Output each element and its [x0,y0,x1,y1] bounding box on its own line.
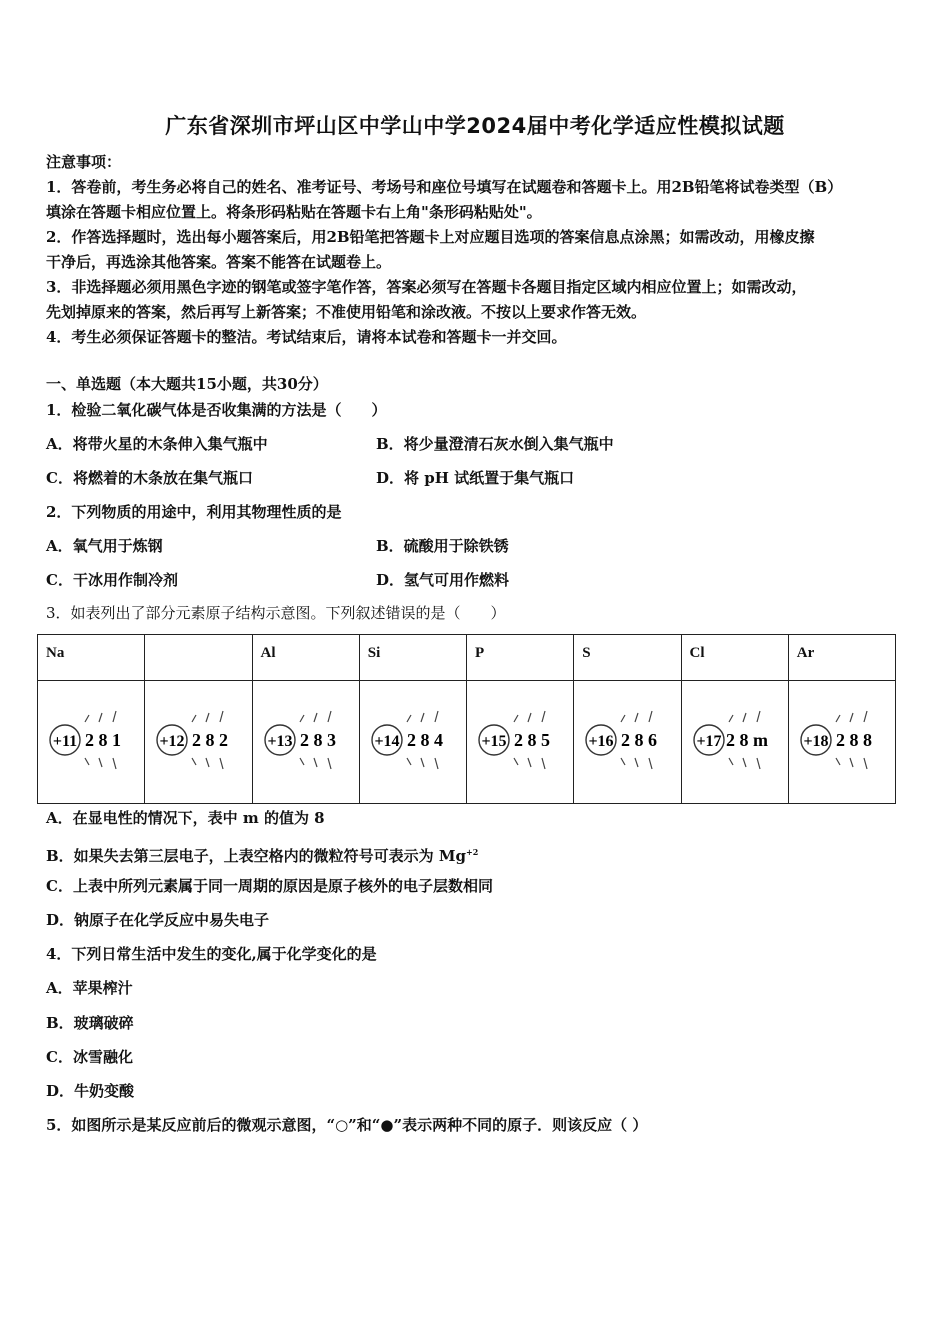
q4-option-a: A．苹果榨汁 [46,979,133,997]
notice-block [46,150,906,350]
element-cell: S [574,635,681,681]
q1-option-a: A．将带火星的木条伸入集气瓶中 [46,435,268,453]
element-cell: Al [252,635,359,681]
page-title: 广东省深圳市坪山区中学山中学2024届中考化学适应性模拟试题 [165,114,785,138]
nucleus-charge: +14 [374,732,400,750]
notice-line: 1．答卷前，考生务必将自己的姓名、准考证号、考场号和座位号填写在试题卷和答题卡上。用2B铅笔将试卷类型（B） [46,178,843,196]
shell-electrons: 2 8 4 [406,729,443,750]
atom-diagram-cell [467,681,574,804]
q1-option-c: C．将燃着的木条放在集气瓶口 [46,469,253,487]
q3-option-b-charge: +2 [466,847,479,857]
notice-line: 填涂在答题卡相应位置上。将条形码粘贴在答题卡右上角"条形码粘贴处"。 [46,203,542,221]
atom-diagram-cell [38,681,145,804]
atomic-structure-table [37,634,896,804]
nucleus-charge: +15 [481,732,507,750]
element-cell: Na [38,635,145,681]
q2-option-a: A．氧气用于炼钢 [46,537,163,555]
shell-electrons: 2 8 2 [192,729,229,750]
atom-diagram [470,695,570,785]
shell-electrons: 2 8 8 [835,729,872,750]
q3-option-a: A．在显电性的情况下，表中 m 的值为 8 [46,809,325,827]
q3-option-b [46,842,478,866]
notice-line: 干净后，再选涂其他答案。答案不能答在试题卷上。 [46,253,392,271]
notice-line: 2．作答选择题时，选出每小题答案后，用2B铅笔把答题卡上对应题目选项的答案信息点涂黑；如需改动，用橡皮擦 [46,228,815,246]
atom-diagram [41,695,141,785]
nucleus-charge: +12 [159,732,185,750]
atom-diagram [363,695,463,785]
question-1-stem: 1．检验二氧化碳气体是否收集满的方法是（ ） [46,401,387,419]
shell-electrons: 2 8 3 [299,729,336,750]
shell-electrons: 2 8 1 [85,729,122,750]
atom-diagram [148,695,248,785]
atom-diagram-cell [145,681,252,804]
question-2-stem: 2．下列物质的用途中，利用其物理性质的是 [46,503,342,521]
atom-diagram-cell [359,681,466,804]
q4-option-c: C．冰雪融化 [46,1048,133,1066]
q3-option-c: C．上表中所列元素属于同一周期的原因是原子核外的电子层数相同 [46,877,493,895]
question-4-stem: 4．下列日常生活中发生的变化,属于化学变化的是 [46,945,377,963]
notice-line: 3．非选择题必须用黑色字迹的钢笔或签字笔作答，答案必须写在答题卡各题目指定区域内相应位置上；如需改动， [46,278,807,296]
atom-diagram-cell [574,681,681,804]
nucleus-charge: +11 [53,732,78,750]
atom-diagram [792,695,892,785]
q4-option-d: D．牛奶变酸 [46,1082,135,1100]
atom-diagram [685,695,785,785]
atom-diagram [577,695,677,785]
question-5-stem: 5．如图所示是某反应前后的微观示意图，“○”和“●”表示两种不同的原子．则该反应（ ） [46,1116,648,1134]
notice-line: 4．考生必须保证答题卡的整洁。考试结束后，请将本试卷和答题卡一并交回。 [46,328,567,346]
q1-option-b: B．将少量澄清石灰水倒入集气瓶中 [376,435,614,453]
shell-electrons: 2 8 6 [621,729,658,750]
element-cell: Ar [788,635,895,681]
q2-option-c: C．干冰用作制冷剂 [46,571,178,589]
shell-electrons: 2 8 5 [514,729,551,750]
element-cell: Cl [681,635,788,681]
q2-option-b: B．硫酸用于除铁锈 [376,537,509,555]
element-cell: Si [359,635,466,681]
q3-option-d: D．钠原子在化学反应中易失电子 [46,911,270,929]
shell-electrons: 2 8 m [725,729,768,750]
section-heading: 一、单选题（本大题共15小题，共30分） [46,375,328,393]
atom-diagram-cell [681,681,788,804]
atom-diagram-cell [788,681,895,804]
notice-line: 先划掉原来的答案，然后再写上新答案；不准使用铅笔和涂改液。不按以上要求作答无效。 [46,303,647,321]
element-cell: P [467,635,574,681]
notice-heading: 注意事项： [46,153,122,171]
q3-option-b-text: B．如果失去第三层电子，上表空格内的微粒符号可表示为 Mg [46,847,466,865]
q1-option-d: D．将 pH 试纸置于集气瓶口 [376,469,575,487]
atom-diagram [256,695,356,785]
atom-diagram-cell [252,681,359,804]
q2-option-d: D．氢气可用作燃料 [376,571,510,589]
diagram-row [38,681,896,804]
question-3-stem: 3．如表列出了部分元素原子结构示意图。下列叙述错误的是（ ） [46,604,506,622]
q4-option-b: B．玻璃破碎 [46,1014,134,1032]
nucleus-charge: +17 [696,732,722,750]
nucleus-charge: +16 [588,732,614,750]
element-row [38,635,896,681]
element-cell [145,635,252,681]
nucleus-charge: +18 [803,732,829,750]
nucleus-charge: +13 [267,732,293,750]
